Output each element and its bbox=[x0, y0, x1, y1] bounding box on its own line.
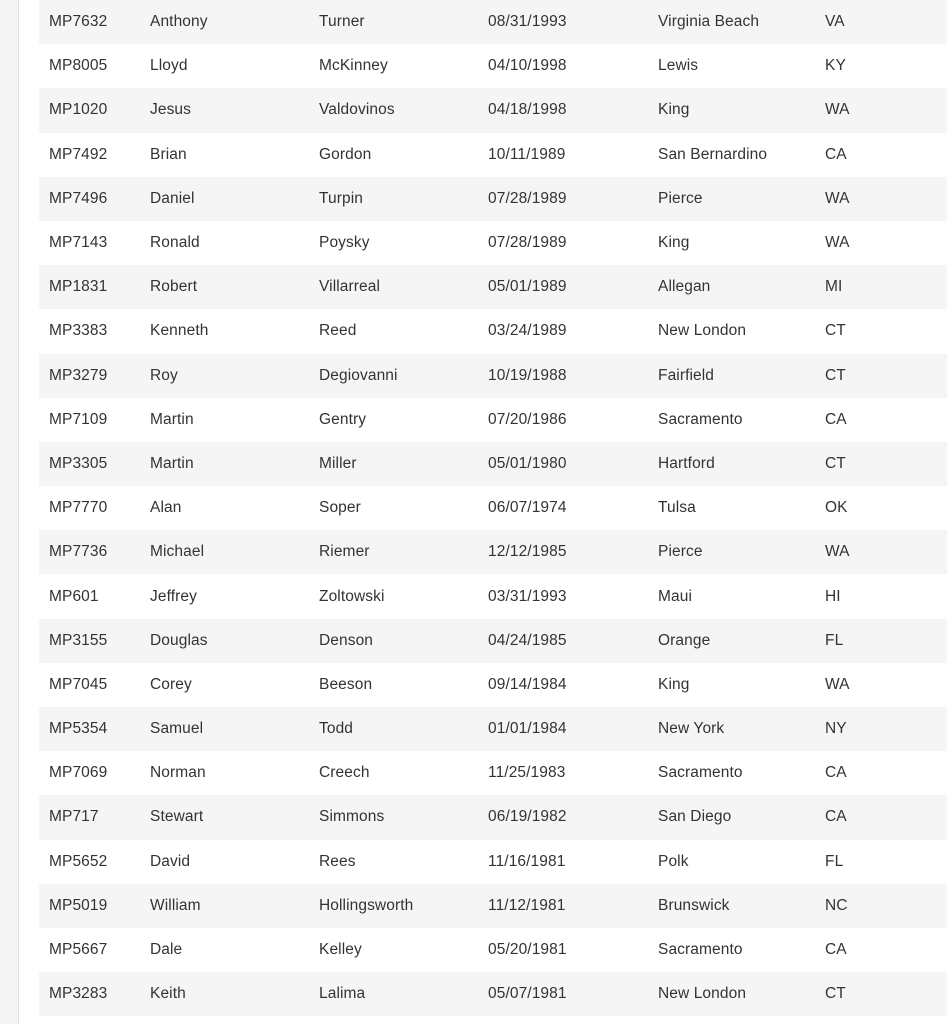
state-cell: NC bbox=[825, 896, 848, 914]
table-row[interactable] bbox=[39, 309, 947, 353]
last-name-cell: Kelley bbox=[319, 941, 362, 959]
last-name-cell: Riemer bbox=[319, 543, 370, 561]
state-cell: KY bbox=[825, 57, 846, 75]
first-name-cell: David bbox=[150, 852, 191, 870]
county-cell: Fairfield bbox=[658, 366, 715, 384]
first-name-cell: Kenneth bbox=[150, 322, 209, 340]
first-name-cell: Michael bbox=[150, 543, 205, 561]
first-name-cell: Anthony bbox=[150, 13, 208, 31]
case-id-cell[interactable]: MP7045 bbox=[49, 675, 108, 693]
date-cell: 09/14/1984 bbox=[488, 675, 567, 693]
date-cell: 11/16/1981 bbox=[488, 852, 566, 870]
table-row[interactable] bbox=[39, 133, 947, 177]
last-name-cell: Villarreal bbox=[319, 278, 381, 296]
table-row[interactable] bbox=[39, 354, 947, 398]
county-cell: King bbox=[658, 675, 690, 693]
case-id-cell[interactable]: MP5652 bbox=[49, 852, 108, 870]
last-name-cell: Gordon bbox=[319, 145, 372, 163]
state-cell: MI bbox=[825, 278, 843, 296]
county-cell: Virginia Beach bbox=[658, 13, 760, 31]
state-cell: CA bbox=[825, 145, 847, 163]
last-name-cell: McKinney bbox=[319, 57, 388, 75]
county-cell: Sacramento bbox=[658, 941, 743, 959]
first-name-cell: Roy bbox=[150, 366, 178, 384]
last-name-cell: Soper bbox=[319, 499, 361, 517]
state-cell: WA bbox=[825, 189, 850, 207]
last-name-cell: Lalima bbox=[319, 985, 366, 1003]
county-cell: San Diego bbox=[658, 808, 732, 826]
date-cell: 05/01/1989 bbox=[488, 278, 567, 296]
table-row[interactable] bbox=[39, 707, 947, 751]
table-row[interactable] bbox=[39, 884, 947, 928]
table-row[interactable] bbox=[39, 619, 947, 663]
county-cell: Orange bbox=[658, 631, 711, 649]
last-name-cell: Beeson bbox=[319, 675, 373, 693]
case-id-cell[interactable]: MP7143 bbox=[49, 234, 108, 252]
state-cell: CT bbox=[825, 322, 846, 340]
date-cell: 01/01/1984 bbox=[488, 720, 567, 738]
table-row[interactable] bbox=[39, 486, 947, 530]
state-cell: FL bbox=[825, 631, 844, 649]
table-body bbox=[39, 0, 947, 1024]
table-row[interactable] bbox=[39, 442, 947, 486]
table-row[interactable] bbox=[39, 1016, 947, 1024]
table-row[interactable] bbox=[39, 663, 947, 707]
last-name-cell: Turpin bbox=[319, 189, 363, 207]
county-cell: King bbox=[658, 234, 690, 252]
table-row[interactable] bbox=[39, 265, 947, 309]
county-cell: King bbox=[658, 101, 690, 119]
county-cell: New London bbox=[658, 322, 747, 340]
date-cell: 05/01/1980 bbox=[488, 454, 567, 472]
date-cell: 06/19/1982 bbox=[488, 808, 567, 826]
date-cell: 10/11/1989 bbox=[488, 145, 566, 163]
date-cell: 12/12/1985 bbox=[488, 543, 567, 561]
county-cell: Hartford bbox=[658, 454, 715, 472]
date-cell: 07/28/1989 bbox=[488, 189, 567, 207]
case-id-cell[interactable]: MP7736 bbox=[49, 543, 108, 561]
first-name-cell: Jeffrey bbox=[150, 587, 197, 605]
date-cell: 07/28/1989 bbox=[488, 234, 567, 252]
date-cell: 10/19/1988 bbox=[488, 366, 567, 384]
case-id-cell[interactable]: MP1020 bbox=[49, 101, 108, 119]
county-cell: New London bbox=[658, 985, 747, 1003]
date-cell: 05/20/1981 bbox=[488, 941, 567, 959]
state-cell: HI bbox=[825, 587, 841, 605]
case-id-cell[interactable]: MP7632 bbox=[49, 13, 108, 31]
last-name-cell: Poysky bbox=[319, 234, 370, 252]
first-name-cell: Lloyd bbox=[150, 57, 188, 75]
table-row[interactable] bbox=[39, 177, 947, 221]
table-row[interactable] bbox=[39, 574, 947, 618]
case-id-cell[interactable]: MP3279 bbox=[49, 366, 108, 384]
date-cell: 08/31/1993 bbox=[488, 13, 567, 31]
last-name-cell: Todd bbox=[319, 720, 354, 738]
case-id-cell[interactable]: MP1831 bbox=[49, 278, 108, 296]
first-name-cell: William bbox=[150, 896, 201, 914]
first-name-cell: Martin bbox=[150, 454, 194, 472]
county-cell: Sacramento bbox=[658, 764, 743, 782]
case-id-cell[interactable]: MP5354 bbox=[49, 720, 108, 738]
last-name-cell: Hollingsworth bbox=[319, 896, 414, 914]
table-row[interactable] bbox=[39, 972, 947, 1016]
table-row[interactable] bbox=[39, 44, 947, 88]
missing-persons-table bbox=[39, 0, 947, 1024]
date-cell: 05/07/1981 bbox=[488, 985, 567, 1003]
table-row[interactable] bbox=[39, 751, 947, 795]
case-id-cell[interactable]: MP5019 bbox=[49, 896, 108, 914]
state-cell: CA bbox=[825, 941, 847, 959]
case-id-cell[interactable]: MP7109 bbox=[49, 410, 108, 428]
state-cell: CT bbox=[825, 454, 846, 472]
last-name-cell: Zoltowski bbox=[319, 587, 385, 605]
first-name-cell: Dale bbox=[150, 941, 183, 959]
table-row[interactable] bbox=[39, 398, 947, 442]
last-name-cell: Valdovinos bbox=[319, 101, 395, 119]
date-cell: 06/07/1974 bbox=[488, 499, 567, 517]
state-cell: WA bbox=[825, 675, 850, 693]
first-name-cell: Keith bbox=[150, 985, 186, 1003]
left-sidebar-edge bbox=[0, 0, 19, 1024]
case-id-cell[interactable]: MP3383 bbox=[49, 322, 108, 340]
first-name-cell: Jesus bbox=[150, 101, 191, 119]
last-name-cell: Simmons bbox=[319, 808, 385, 826]
county-cell: Pierce bbox=[658, 543, 703, 561]
first-name-cell: Daniel bbox=[150, 189, 195, 207]
first-name-cell: Ronald bbox=[150, 234, 200, 252]
table-row[interactable] bbox=[39, 795, 947, 839]
case-id-cell[interactable]: MP5667 bbox=[49, 941, 108, 959]
table-row[interactable] bbox=[39, 840, 947, 884]
case-id-cell[interactable]: MP601 bbox=[49, 587, 99, 605]
county-cell: Maui bbox=[658, 587, 692, 605]
table-row[interactable] bbox=[39, 0, 947, 44]
county-cell: Sacramento bbox=[658, 410, 743, 428]
date-cell: 07/20/1986 bbox=[488, 410, 567, 428]
date-cell: 11/25/1983 bbox=[488, 764, 566, 782]
last-name-cell: Reed bbox=[319, 322, 357, 340]
last-name-cell: Gentry bbox=[319, 410, 367, 428]
first-name-cell: Corey bbox=[150, 675, 192, 693]
state-cell: CA bbox=[825, 410, 847, 428]
case-id-cell[interactable]: MP7492 bbox=[49, 145, 108, 163]
date-cell: 04/18/1998 bbox=[488, 101, 567, 119]
case-id-cell[interactable]: MP7496 bbox=[49, 189, 108, 207]
case-id-cell[interactable]: MP8005 bbox=[49, 57, 108, 75]
date-cell: 03/24/1989 bbox=[488, 322, 567, 340]
state-cell: CA bbox=[825, 764, 847, 782]
state-cell: WA bbox=[825, 101, 850, 119]
state-cell: CA bbox=[825, 808, 847, 826]
case-id-cell[interactable]: MP3283 bbox=[49, 985, 108, 1003]
date-cell: 04/10/1998 bbox=[488, 57, 567, 75]
case-id-cell[interactable]: MP7069 bbox=[49, 764, 108, 782]
county-cell: Lewis bbox=[658, 57, 699, 75]
table-row[interactable] bbox=[39, 530, 947, 574]
county-cell: Tulsa bbox=[658, 499, 696, 517]
first-name-cell: Robert bbox=[150, 278, 198, 296]
first-name-cell: Norman bbox=[150, 764, 206, 782]
state-cell: FL bbox=[825, 852, 844, 870]
last-name-cell: Creech bbox=[319, 764, 370, 782]
state-cell: CT bbox=[825, 366, 846, 384]
date-cell: 11/12/1981 bbox=[488, 896, 566, 914]
state-cell: CT bbox=[825, 985, 846, 1003]
last-name-cell: Degiovanni bbox=[319, 366, 398, 384]
first-name-cell: Alan bbox=[150, 499, 182, 517]
first-name-cell: Stewart bbox=[150, 808, 204, 826]
state-cell: VA bbox=[825, 13, 845, 31]
state-cell: WA bbox=[825, 234, 850, 252]
county-cell: Allegan bbox=[658, 278, 711, 296]
table-row[interactable] bbox=[39, 928, 947, 972]
county-cell: Polk bbox=[658, 852, 689, 870]
county-cell: Brunswick bbox=[658, 896, 730, 914]
case-id-cell[interactable]: MP3305 bbox=[49, 454, 108, 472]
case-id-cell[interactable]: MP3155 bbox=[49, 631, 108, 649]
last-name-cell: Rees bbox=[319, 852, 356, 870]
first-name-cell: Martin bbox=[150, 410, 194, 428]
last-name-cell: Turner bbox=[319, 13, 365, 31]
date-cell: 03/31/1993 bbox=[488, 587, 567, 605]
last-name-cell: Denson bbox=[319, 631, 374, 649]
first-name-cell: Douglas bbox=[150, 631, 208, 649]
county-cell: San Bernardino bbox=[658, 145, 768, 163]
first-name-cell: Brian bbox=[150, 145, 187, 163]
first-name-cell: Samuel bbox=[150, 720, 204, 738]
state-cell: NY bbox=[825, 720, 847, 738]
table-row[interactable] bbox=[39, 221, 947, 265]
state-cell: WA bbox=[825, 543, 850, 561]
case-id-cell[interactable]: MP717 bbox=[49, 808, 99, 826]
date-cell: 04/24/1985 bbox=[488, 631, 567, 649]
state-cell: OK bbox=[825, 499, 848, 517]
county-cell: New York bbox=[658, 720, 725, 738]
county-cell: Pierce bbox=[658, 189, 703, 207]
table-row[interactable] bbox=[39, 88, 947, 132]
case-id-cell[interactable]: MP7770 bbox=[49, 499, 108, 517]
last-name-cell: Miller bbox=[319, 454, 357, 472]
